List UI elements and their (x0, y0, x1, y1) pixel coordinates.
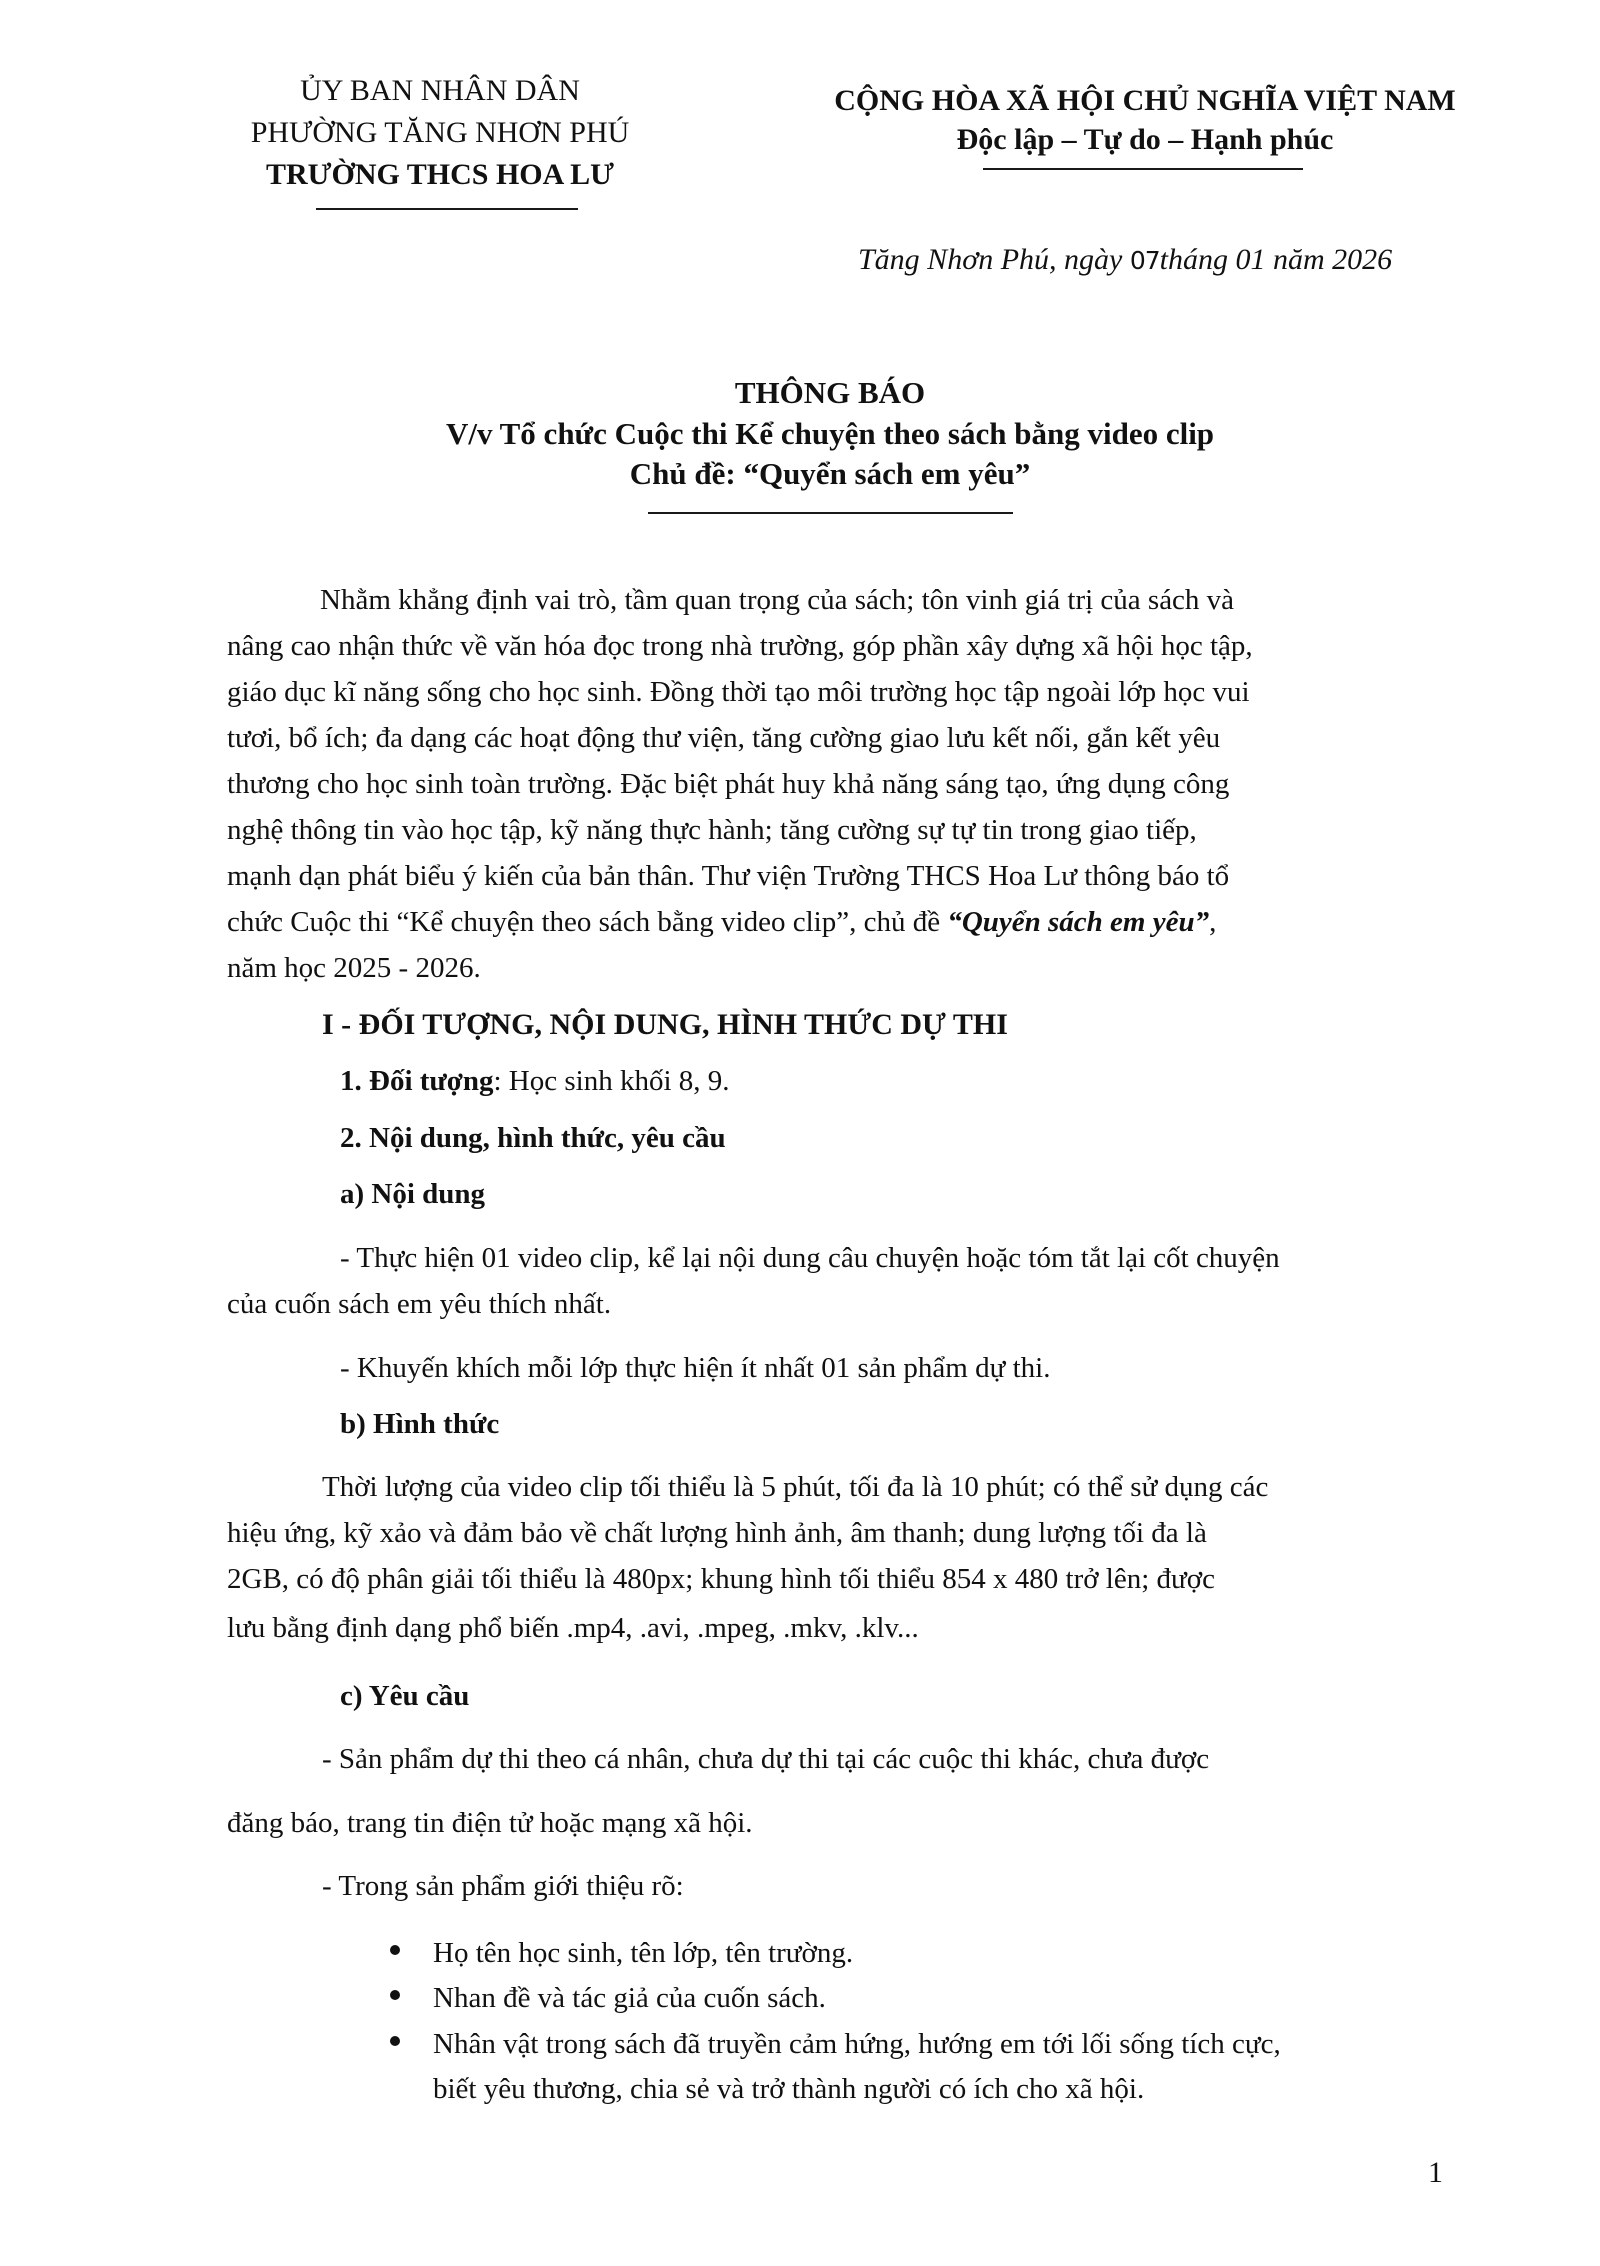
date-prefix: Tăng Nhơn Phú, ngày (858, 243, 1130, 276)
requirement-line-2: đăng báo, trang tin điện tử hoặc mạng xã hội. (227, 1807, 753, 1839)
item-1-target (340, 1067, 730, 1096)
bullet-item-2: Nhan đề và tác giả của cuốn sách. (433, 1982, 826, 2014)
intro-line-1: Nhằm khẳng định vai trò, tầm quan trọng của sách; tôn vinh giá trị của sách và (320, 584, 1235, 616)
subsection-c-heading: c) Yêu cầu (340, 1680, 470, 1712)
intro-line-4: tươi, bổ ích; đa dạng các hoạt động thư viện, tăng cường giao lưu kết nối, gắn kết yêu (227, 722, 1221, 754)
page-number: 1 (1428, 2156, 1443, 2189)
intro-theme-comma: , (1209, 906, 1217, 938)
intro-theme-italic: “Quyển sách em yêu” (947, 906, 1210, 938)
section-1-heading: I - ĐỐI TƯỢNG, NỘI DUNG, HÌNH THỨC DỰ THI (322, 1008, 1008, 1041)
subsection-b-heading: b) Hình thức (340, 1408, 500, 1440)
requirement-line-1: - Sản phẩm dự thi theo cá nhân, chưa dự thi tại các cuộc thi khác, chưa được (322, 1743, 1210, 1775)
intro-line-5: thương cho học sinh toàn trường. Đặc biệt phát huy khả năng sáng tạo, ứng dụng công (227, 768, 1230, 800)
notice-subject: V/v Tổ chức Cuộc thi Kể chuyện theo sách bằng video clip (445, 416, 1215, 451)
format-line-3: 2GB, có độ phân giải tối thiểu là 480px; khung hình tối thiểu 854 x 480 trở lên; được (227, 1563, 1215, 1595)
notice-theme: Chủ đề: “Quyển sách em yêu” (629, 456, 1031, 491)
header-left-rule (316, 208, 578, 210)
bullet-icon (390, 2036, 400, 2046)
item-1-text: : Học sinh khối 8, 9. (493, 1065, 730, 1097)
intro-line-8 (227, 908, 1216, 937)
school-name: TRƯỜNG THCS HOA LƯ (265, 158, 615, 191)
format-line-2: hiệu ứng, kỹ xảo và đảm bảo về chất lượng hình ảnh, âm thanh; dung lượng tối đa là (227, 1517, 1207, 1549)
bullet-icon (390, 1945, 400, 1955)
date-line (858, 245, 1392, 275)
requirement-line-3: - Trong sản phẩm giới thiệu rõ: (322, 1870, 684, 1902)
national-title: CỘNG HÒA XÃ HỘI CHỦ NGHĨA VIỆT NAM (834, 84, 1456, 117)
date-suffix: tháng 01 năm 2026 (1159, 243, 1393, 276)
subsection-a-heading: a) Nội dung (340, 1178, 486, 1210)
item-1-label: 1. Đối tượng (340, 1065, 494, 1097)
bullet-item-3-continued: biết yêu thương, chia sẻ và trở thành người có ích cho xã hội. (433, 2073, 1145, 2105)
agency-line-1: ỦY BAN NHÂN DÂN (300, 74, 580, 107)
intro-line-7: mạnh dạn phát biểu ý kiến của bản thân. Thư viện Trường THCS Hoa Lư thông báo tổ (227, 860, 1230, 892)
national-motto: Độc lập – Tự do – Hạnh phúc (956, 123, 1334, 156)
content-line-3: - Khuyến khích mỗi lớp thực hiện ít nhất 01 sản phẩm dự thi. (340, 1352, 1051, 1384)
item-2-heading: 2. Nội dung, hình thức, yêu cầu (340, 1122, 726, 1154)
content-line-1: - Thực hiện 01 video clip, kể lại nội dung câu chuyện hoặc tóm tắt lại cốt chuyện (340, 1242, 1280, 1274)
bullet-item-1: Họ tên học sinh, tên lớp, tên trường. (433, 1937, 854, 1969)
format-line-1: Thời lượng của video clip tối thiểu là 5 phút, tối đa là 10 phút; có thể sử dụng các (322, 1471, 1269, 1503)
header-right-rule (983, 168, 1303, 170)
bullet-item-3: Nhân vật trong sách đã truyền cảm hứng, hướng em tới lối sống tích cực, (433, 2028, 1281, 2060)
intro-line-2: nâng cao nhận thức về văn hóa đọc trong nhà trường, góp phần xây dựng xã hội học tập, (227, 630, 1253, 662)
agency-line-2: PHƯỜNG TĂNG NHƠN PHÚ (250, 116, 630, 149)
bullet-icon (390, 1990, 400, 2000)
content-line-2: của cuốn sách em yêu thích nhất. (227, 1288, 612, 1320)
date-day-handwritten: 07 (1129, 246, 1160, 275)
intro-line-3: giáo dục kĩ năng sống cho học sinh. Đồng thời tạo môi trường học tập ngoài lớp học vui (227, 676, 1250, 708)
format-line-4: lưu bằng định dạng phổ biến .mp4, .avi, .mpeg, .mkv, .klv... (227, 1612, 919, 1644)
intro-line-9: năm học 2025 - 2026. (227, 952, 481, 984)
notice-title: THÔNG BÁO (734, 375, 926, 410)
intro-line-8-text: chức Cuộc thi “Kể chuyện theo sách bằng video clip”, chủ đề (227, 906, 948, 938)
intro-line-6: nghệ thông tin vào học tập, kỹ năng thực hành; tăng cường sự tự tin trong giao tiếp, (227, 814, 1197, 846)
title-underline (648, 512, 1013, 514)
